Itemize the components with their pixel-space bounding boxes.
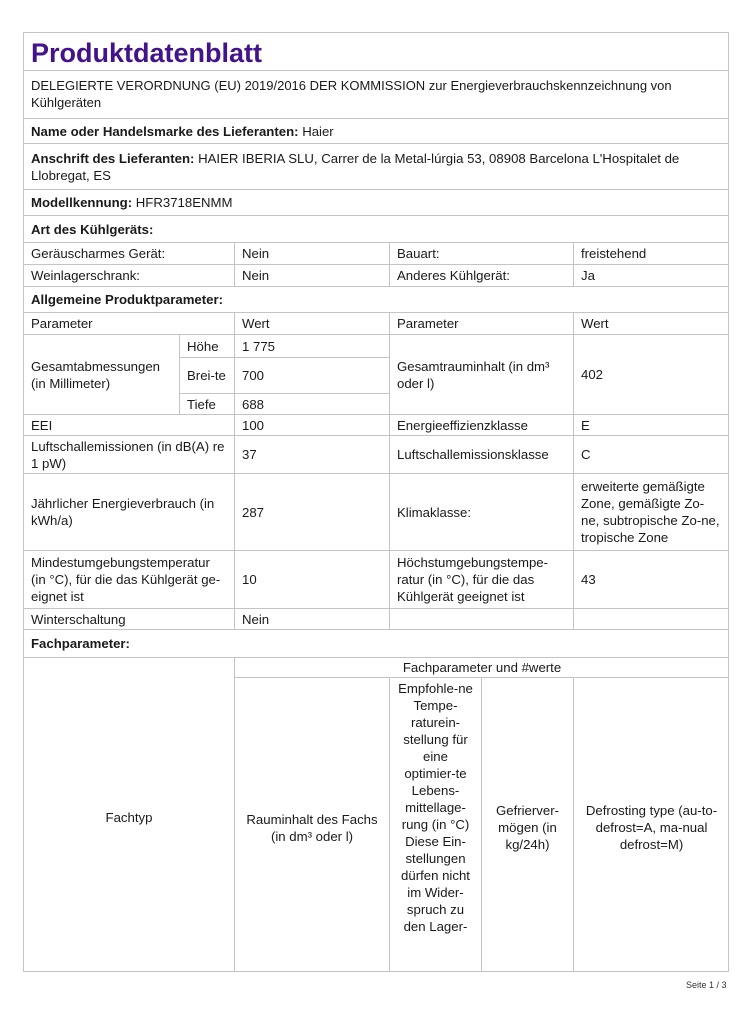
min-temp-label: Mindestumgebungstemperatur (in °C), für die das Kühlgerät ge-eignet ist [24, 551, 235, 609]
noise-label: Luftschallemissionen (in dB(A) re 1 pW) [24, 436, 235, 474]
regulation-text: DELEGIERTE VERORDNUNG (EU) 2019/2016 DER KOMMISSION zur Energieverbrauchskennzeichnung von Kühlgeräten [24, 71, 730, 119]
param-value: Nein [235, 243, 390, 265]
climate-class-value: erweiterte gemäßigte Zone, gemäßigte Zo-ne, subtropische Zo-ne, tropische Zone [574, 474, 730, 551]
height-label: Höhe [180, 335, 235, 358]
energy-consumption-label: Jährlicher Energieverbrauch (in kWh/a) [24, 474, 235, 551]
column-header: Wert [235, 313, 390, 335]
noise-value: 37 [235, 436, 390, 474]
appliance-type-row [24, 265, 730, 287]
width-value: 700 [235, 358, 390, 394]
model-label: Modellkennung: [31, 195, 133, 210]
page-title: Produktdatenblatt [24, 33, 730, 71]
model-row [24, 190, 730, 216]
winter-switch-label: Winterschaltung [24, 609, 235, 630]
min-temp-value: 10 [235, 551, 390, 609]
depth-value: 688 [235, 394, 390, 415]
param-value: freistehend [574, 243, 730, 265]
empty-cell [574, 609, 730, 630]
param-label: Weinlagerschrank: [24, 265, 235, 287]
supplier-name-value: Haier [302, 123, 334, 139]
column-header: Parameter [24, 313, 235, 335]
param-value: Nein [235, 265, 390, 287]
param-label: Bauart: [390, 243, 574, 265]
max-temp-value: 43 [574, 551, 730, 609]
supplier-name-row [24, 119, 730, 144]
winter-switch-value: Nein [235, 609, 390, 630]
column-header: Parameter [390, 313, 574, 335]
dimensions-label: Gesamtabmessungen (in Millimeter) [24, 335, 180, 415]
compartment-params-heading: Fachparameter: [24, 630, 730, 658]
compartment-group-header: Fachparameter und #werte [235, 658, 730, 678]
supplier-name-label: Name oder Handelsmarke des Lieferanten: [31, 123, 299, 139]
param-label: Geräuscharmes Gerät: [24, 243, 235, 265]
energy-class-label: Energieeffizienzklasse [390, 415, 574, 436]
temp-setting-header: Empfohle-ne Tempe-raturein-stellung für eine optimier-te Lebens-mittellage-rung (in °C) Diese Ein-stellungen dürfen nicht im Wider-spruch zu den Lager- [390, 678, 482, 973]
column-header: Wert [574, 313, 730, 335]
climate-class-label: Klimaklasse: [390, 474, 574, 551]
datasheet-document [23, 32, 729, 972]
param-value: Ja [574, 265, 730, 287]
empty-cell [390, 609, 574, 630]
eei-value: 100 [235, 415, 390, 436]
general-header-row [24, 313, 730, 335]
energy-consumption-value: 287 [235, 474, 390, 551]
width-label: Brei-te [180, 358, 235, 394]
supplier-address-row [24, 144, 730, 190]
defrost-type-header: Defrosting type (au-to-defrost=A, ma-nual defrost=M) [574, 678, 730, 973]
supplier-address-value: HAIER IBERIA SLU, Carrer de la Metal-lúrgia 53, 08908 Barcelona L'Hospitalet de Llobregat, ES [31, 150, 680, 183]
max-temp-label: Höchstumgebungstempe-ratur (in °C), für die das Kühlgerät geeignet ist [390, 551, 574, 609]
noise-class-label: Luftschallemissionsklasse [390, 436, 574, 474]
depth-label: Tiefe [180, 394, 235, 415]
param-label: Anderes Kühlgerät: [390, 265, 574, 287]
supplier-address-label: Anschrift des Lieferanten: [31, 150, 195, 166]
height-value: 1 775 [235, 335, 390, 358]
eei-label: EEI [24, 415, 235, 436]
volume-value: 402 [574, 335, 730, 415]
volume-label: Gesamtrauminhalt (in dm³ oder l) [390, 335, 574, 415]
appliance-type-heading: Art des Kühlgeräts: [24, 216, 730, 243]
fachtyp-header: Fachtyp [24, 658, 235, 973]
appliance-type-row [24, 243, 730, 265]
general-params-heading: Allgemeine Produktparameter: [24, 287, 730, 313]
energy-class-value: E [574, 415, 730, 436]
datasheet-table [23, 32, 729, 658]
page-number: Seite 1 / 3 [686, 980, 727, 990]
noise-class-value: C [574, 436, 730, 474]
model-value: HFR3718ENMM [135, 195, 233, 210]
compartment-volume-header: Rauminhalt des Fachs (in dm³ oder l) [235, 678, 390, 973]
freezing-capacity-header: Gefrierver-mögen (in kg/24h) [482, 678, 574, 973]
compartment-table [23, 657, 729, 972]
